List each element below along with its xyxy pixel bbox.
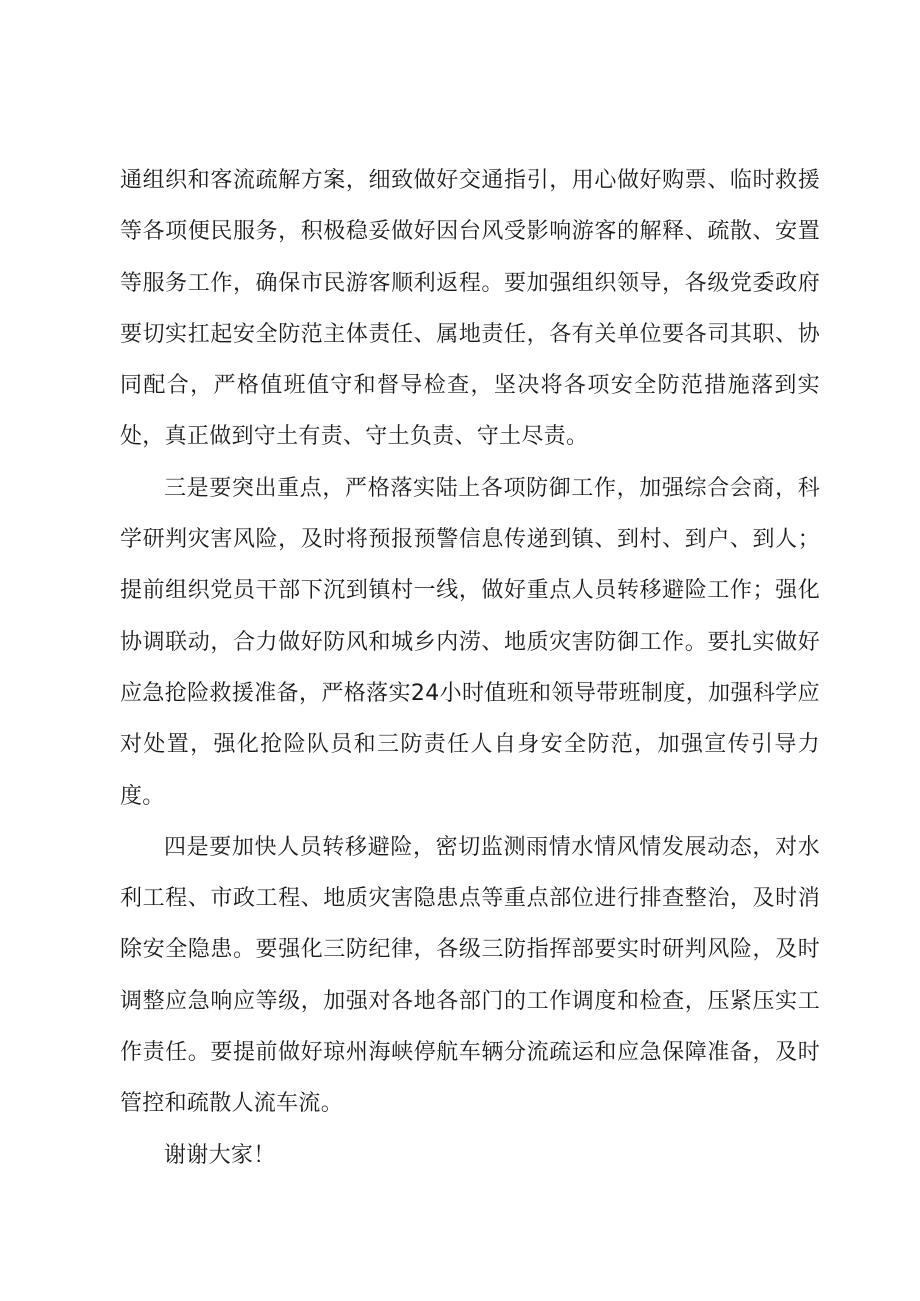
document-body — [120, 155, 820, 1181]
paragraph-point-three: 三是要突出重点，严格落实陆上各项防御工作，加强综合会商，科学研判灾害风险，及时将预报预警信息传递到镇、到村、到户、到人；提前组织党员干部下沉到镇村一线，做好重点人员转移避险工作；强化协调联动，合力做好防风和城乡内涝、地质灾害防御工作。要扎实做好应急抢险救援准备，严格落实24小时值班和领导带班制度，加强科学应对处置，强化抢险队员和三防责任人自身安全防范，加强宣传引导力度。 — [120, 475, 820, 809]
paragraph-point-four: 四是要加快人员转移避险，密切监测雨情水情风情发展动态，对水利工程、市政工程、地质灾害隐患点等重点部位进行排查整治，及时消除安全隐患。要强化三防纪律，各级三防指挥部要实时研判风险，及时调整应急响应等级，加强对各地各部门的工作调度和检查，压紧压实工作责任。要提前做好琼州海峡停航车辆分流疏运和应急保障准备，及时管控和疏散人流车流。 — [120, 834, 820, 1117]
paragraph-continuation: 通组织和客流疏解方案，细致做好交通指引，用心做好购票、临时救援等各项便民服务，积极稳妥做好因台风受影响游客的解释、疏散、安置等服务工作，确保市民游客顺利返程。要加强组织领导，各级党委政府要切实扛起安全防范主体责任、属地责任，各有关单位要各司其职、协同配合，严格值班值守和督导检查，坚决将各项安全防范措施落到实处，真正做到守土有责、守土负责、守土尽责。 — [120, 168, 820, 450]
paragraph-closing: 谢谢大家！ — [164, 1142, 276, 1168]
